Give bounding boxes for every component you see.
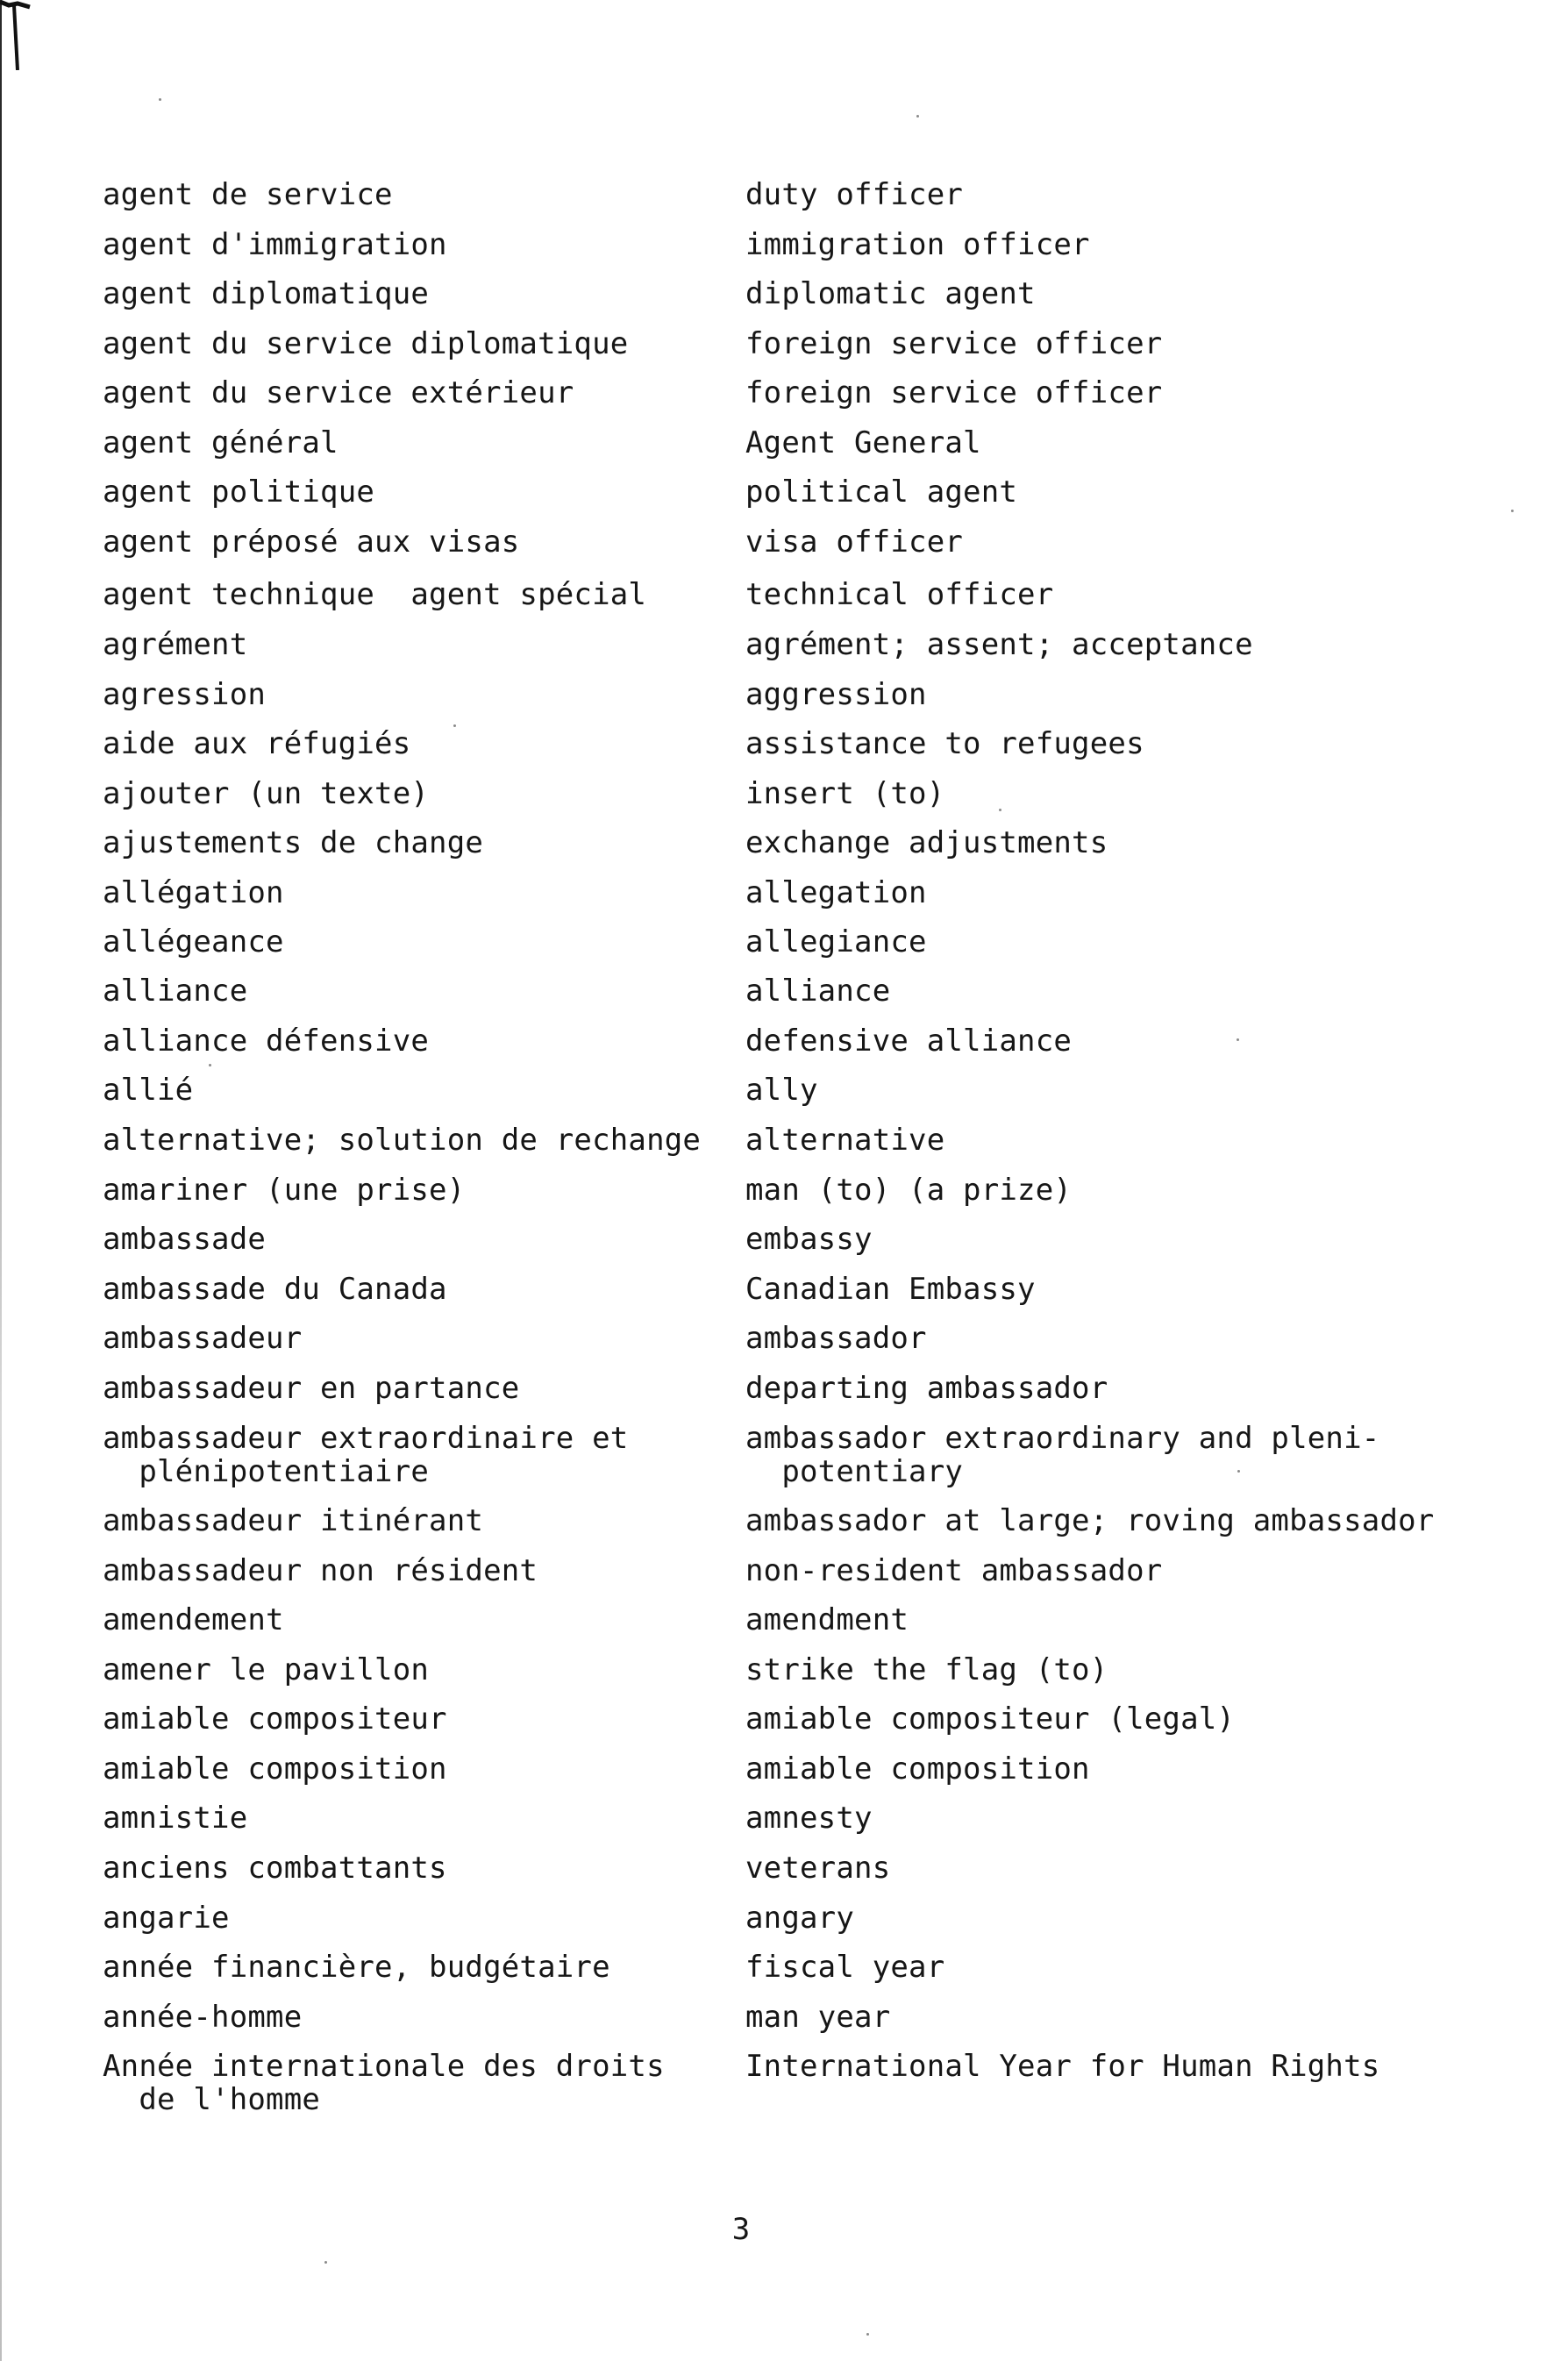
glossary-entry [0,974,1568,1027]
french-term: aide aux réfugiés [103,726,411,761]
glossary-entry [0,475,1568,528]
glossary-entry [0,727,1568,780]
english-term: alliance [745,974,891,1009]
page-number: 3 [731,2212,751,2247]
english-term: veterans [745,1851,891,1886]
french-term: agression [103,677,267,712]
english-term: foreign service officer [745,326,1163,361]
glossary-entry [0,628,1568,681]
glossary-entry [0,1951,1568,2003]
french-term: agent technique agent spécial [103,577,647,612]
english-term: duty officer [745,177,964,212]
french-term: alliance [103,974,248,1009]
glossary-entry [0,826,1568,879]
french-term: agent d'immigration [103,227,447,262]
english-term: non-resident ambassador [745,1553,1163,1588]
english-term: Agent General [745,425,981,460]
glossary-entry [0,1801,1568,1854]
english-term: amnesty [745,1801,873,1836]
english-term: defensive alliance [745,1024,1073,1059]
glossary-entry [0,1901,1568,1954]
english-term: diplomatic agent [745,276,1036,311]
french-term: amiable composition [103,1751,447,1787]
glossary-entry [0,876,1568,929]
french-term: année financière, budgétaire [103,1950,610,1985]
glossary-entry [0,1504,1568,1557]
french-term: agent du service diplomatique [103,326,629,361]
french-term: ambassadeur extraordinaire et plénipotentiaire [103,1421,629,1489]
english-term: amendment [745,1602,909,1637]
english-term: man (to) (a prize) [745,1173,1073,1208]
scan-speck [209,1064,211,1066]
scan-speck [999,809,1001,811]
french-term: allégeance [103,924,284,959]
english-term: agrément; assent; acceptance [745,627,1253,662]
english-term: man year [745,2000,891,2035]
glossary-entry [0,1173,1568,1226]
english-term: ambassador [745,1321,927,1356]
glossary-entry [0,1653,1568,1706]
english-term: aggression [745,677,927,712]
glossary-entry [0,1554,1568,1607]
french-term: agent de service [103,177,393,212]
glossary-entry [0,1322,1568,1374]
glossary-entry [0,1074,1568,1126]
french-term: ambassade [103,1222,267,1257]
english-term: alternative [745,1123,945,1158]
scan-speck [324,2261,327,2264]
glossary-entry [0,376,1568,429]
glossary-entry [0,1603,1568,1656]
english-term: fiscal year [745,1950,945,1985]
french-term: agent général [103,425,339,460]
glossary-entry [0,578,1568,631]
french-term: agent préposé aux visas [103,524,520,560]
french-term: ambassadeur itinérant [103,1503,484,1538]
english-term: strike the flag (to) [745,1652,1108,1687]
french-term: agrément [103,627,248,662]
english-term: allegation [745,875,927,910]
glossary-entry [0,277,1568,330]
french-term: amendement [103,1602,284,1637]
glossary-entry [0,1123,1568,1176]
english-term: embassy [745,1222,873,1257]
french-term: agent du service extérieur [103,375,574,410]
english-term: exchange adjustments [745,825,1108,860]
glossary-entry [0,525,1568,578]
glossary-entry [0,1223,1568,1275]
french-term: anciens combattants [103,1851,447,1886]
english-term: technical officer [745,577,1054,612]
glossary-entry [0,925,1568,978]
english-term: International Year for Human Rights [745,2049,1380,2084]
french-term: amariner (une prise) [103,1173,466,1208]
glossary-entry [0,1273,1568,1325]
french-term: amnistie [103,1801,248,1836]
glossary-entry [0,777,1568,830]
french-term: agent politique [103,474,375,510]
glossary-entry [0,1752,1568,1805]
english-term: insert (to) [745,776,945,811]
french-term: amener le pavillon [103,1652,430,1687]
english-term: angary [745,1901,855,1936]
english-term: Canadian Embassy [745,1272,1036,1307]
french-term: ambassade du Canada [103,1272,447,1307]
french-term: alliance défensive [103,1024,430,1059]
glossary-entry [0,1422,1568,1492]
glossary-entry [0,1024,1568,1077]
glossary-entry [0,426,1568,479]
scan-speck [916,115,919,118]
scan-speck [159,98,161,101]
glossary-entry [0,2050,1568,2120]
french-term: ajouter (un texte) [103,776,430,811]
english-term: foreign service officer [745,375,1163,410]
scan-speck [1237,1470,1240,1473]
glossary-entry [0,1702,1568,1755]
french-term: année-homme [103,2000,303,2035]
scan-speck [866,2333,869,2336]
glossary-entry [0,178,1568,231]
english-term: ambassador at large; roving ambassador [745,1503,1435,1538]
glossary-entry [0,1372,1568,1424]
glossary-entry [0,2001,1568,2053]
french-term: ambassadeur en partance [103,1371,520,1406]
french-term: ambassadeur non résident [103,1553,538,1588]
english-term: allegiance [745,924,927,959]
french-term: allié [103,1073,194,1108]
french-term: ambassadeur [103,1321,303,1356]
french-term: allégation [103,875,284,910]
glossary-entry [0,1851,1568,1904]
glossary-entry [0,327,1568,380]
english-term: assistance to refugees [745,726,1144,761]
scan-speck [1511,510,1514,512]
glossary-entry [0,678,1568,731]
french-term: Année internationale des droits de l'homme [103,2049,665,2117]
french-term: ajustements de change [103,825,484,860]
glossary-entry [0,228,1568,281]
english-term: ambassador extraordinary and pleni- potentiary [745,1421,1380,1489]
english-term: departing ambassador [745,1371,1108,1406]
english-term: amiable compositeur (legal) [745,1701,1236,1737]
english-term: visa officer [745,524,964,560]
english-term: amiable composition [745,1751,1090,1787]
french-term: alternative; solution de rechange [103,1123,702,1158]
french-term: agent diplomatique [103,276,430,311]
scan-speck [1237,1038,1239,1041]
scan-speck [453,724,456,727]
french-term: amiable compositeur [103,1701,447,1737]
french-term: angarie [103,1901,230,1936]
english-term: political agent [745,474,1018,510]
english-term: ally [745,1073,818,1108]
english-term: immigration officer [745,227,1090,262]
